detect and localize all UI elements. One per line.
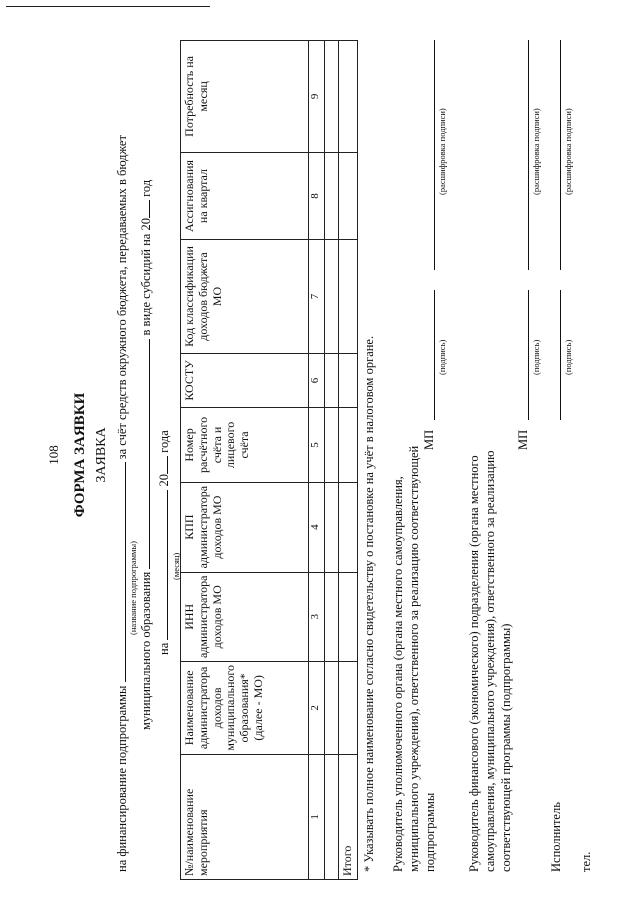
table-cell[interactable]	[339, 572, 358, 661]
signature-caption: (подпись)	[531, 339, 541, 375]
total-label: Итого	[339, 754, 358, 879]
column-header: КПП администратора доходов МО	[181, 482, 309, 572]
table-cell[interactable]	[339, 662, 358, 755]
column-number: 3	[309, 572, 325, 661]
subsidy-year-field[interactable]	[138, 200, 150, 218]
table-cell[interactable]	[325, 408, 339, 482]
table-cell[interactable]	[325, 353, 339, 408]
table-cell[interactable]	[325, 41, 339, 153]
column-header: Номер расчётного счёта и лицевого счёта	[181, 408, 309, 482]
subprogram-name-field[interactable]	[114, 462, 126, 682]
header-line-1: на финансирование подпрограммы за счёт средств окружного бюджета, передаваемых в бюджет	[115, 135, 129, 872]
column-header: №/наименование мероприятия	[181, 754, 309, 879]
header-line-3: на 20 года	[157, 430, 171, 655]
column-header: ИНН администратора доходов МО	[181, 572, 309, 661]
month-year-field[interactable]	[156, 456, 168, 474]
stamp-place-label: МП	[516, 429, 530, 450]
phone-label: тел.	[579, 851, 593, 872]
table-cell[interactable]	[325, 572, 339, 661]
table-row	[325, 41, 339, 880]
total-row	[339, 41, 358, 880]
signature-decoding-line[interactable]	[434, 40, 435, 270]
table-cell[interactable]	[325, 152, 339, 240]
head-of-authority-label: Руководитель уполномоченного органа (органа местного самоуправления, муниципального учреждения), ответственного за реализацию соответствующей подпрограммы	[391, 445, 437, 872]
table-cell[interactable]	[325, 754, 339, 879]
header-line-2: муниципального образования в виде субсидий на 20 год	[139, 179, 153, 730]
column-header: Потребность на месяц	[181, 41, 309, 153]
table-cell[interactable]	[339, 41, 358, 153]
decoding-caption: (расшифровка подписи)	[531, 108, 541, 195]
signature-decoding-line[interactable]	[528, 40, 529, 270]
table-cell[interactable]	[325, 240, 339, 353]
table-cell[interactable]	[339, 152, 358, 240]
column-number: 2	[309, 662, 325, 755]
municipality-field[interactable]	[138, 339, 150, 569]
signature-caption: (подпись)	[437, 339, 447, 375]
table-cell[interactable]	[325, 662, 339, 755]
table-cell[interactable]	[339, 240, 358, 353]
table-cell[interactable]	[339, 353, 358, 408]
table-cell[interactable]	[339, 482, 358, 572]
column-number-row	[309, 41, 325, 880]
month-caption: (месяц)	[171, 552, 181, 580]
month-field[interactable]	[156, 490, 168, 640]
subprogram-name-caption: (название подпрограммы)	[128, 541, 138, 635]
rotated-document-page	[40, 30, 620, 880]
signature-caption: (подпись)	[563, 339, 573, 375]
head-of-finance-label: Руководитель финансового (экономического) подразделения (органа местного самоуправления, муниципального учреждения), ответственного за реализацию соответствующей программы (подпрограммы)	[467, 450, 513, 872]
column-number: 7	[309, 240, 325, 353]
page-number: 108	[46, 445, 61, 465]
table-header-row	[181, 41, 309, 880]
column-number: 6	[309, 353, 325, 408]
signature-line[interactable]	[434, 290, 435, 420]
column-header: Ассигнования на квартал	[181, 152, 309, 240]
table-cell[interactable]	[325, 482, 339, 572]
column-header: Код классификации доходов бюджета МО	[181, 240, 309, 353]
signature-line[interactable]	[560, 290, 561, 420]
column-number: 9	[309, 41, 325, 153]
table-cell[interactable]	[339, 408, 358, 482]
stamp-place-label: МП	[422, 429, 436, 450]
column-number: 5	[309, 408, 325, 482]
executor-label: Исполнитель	[549, 802, 563, 872]
column-number: 8	[309, 152, 325, 240]
form-title: ФОРМА ЗАЯВКИ	[72, 392, 88, 518]
column-number: 4	[309, 482, 325, 572]
signature-line[interactable]	[528, 290, 529, 420]
decoding-caption: (расшифровка подписи)	[437, 108, 447, 195]
decoding-caption: (расшифровка подписи)	[563, 108, 573, 195]
column-header: КОСТУ	[181, 353, 309, 408]
signature-decoding-line[interactable]	[560, 40, 561, 270]
column-number: 1	[309, 754, 325, 879]
application-title: ЗАЯВКА	[94, 427, 109, 483]
column-header: Наименование администратора доходов муниципального образования* (далее - МО)	[181, 662, 309, 755]
footnote: * Указывать полное наименование согласно свидетельству о постановке на учёт в налоговом органе.	[362, 335, 376, 872]
application-table	[180, 40, 358, 880]
top-rule	[6, 6, 210, 7]
